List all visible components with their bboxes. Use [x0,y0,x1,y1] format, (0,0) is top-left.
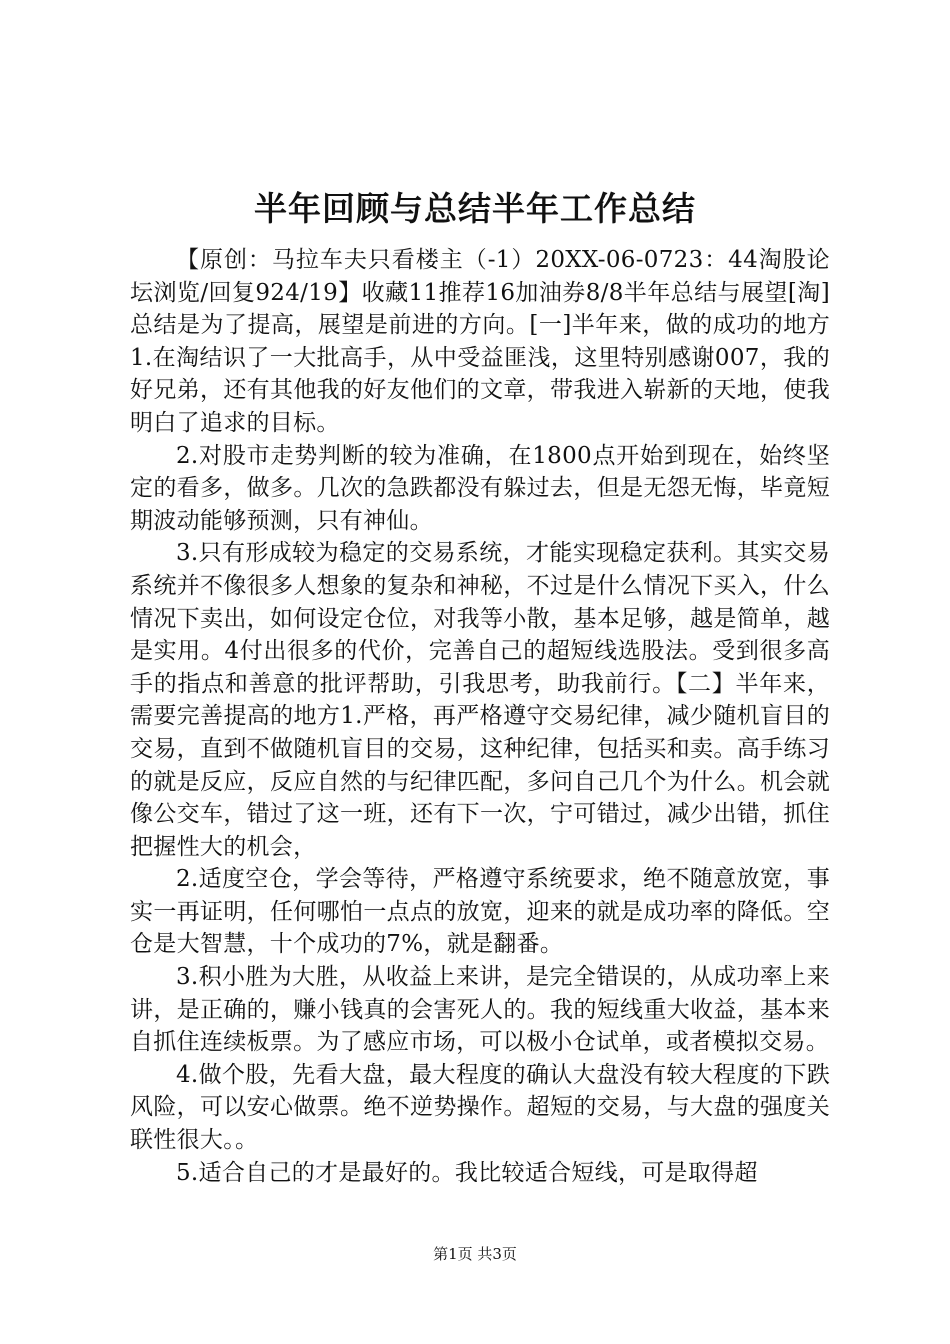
page-footer: 第1页 共3页 [433,1245,517,1263]
paragraph-6: 4.做个股，先看大盘，最大程度的确认大盘没有较大程度的下跌风险，可以安心做票。绝不逆势操作。超短的交易，与大盘的强度关联性很大。。 [130,1061,830,1154]
paragraph-7: 5.适合自己的才是最好的。我比较适合短线，可是取得超 [176,1159,758,1186]
paragraph-1: 【原创：马拉车夫只看楼主（-1）20XX-06-0723：44淘股论坛浏览/回复924/19】收藏11推荐16加油券8/8半年总结与展望[淘]总结是为了提高，展望是前进的方向。[一]半年来，做的成功的地方1.在淘结识了一大批高手，从中受益匪浅，这里特别感谢007，我的好兄弟，还有其他我的好友他们的文章，带我进入崭新的天地，使我明白了追求的目标。 [130,247,830,436]
document-body [130,244,830,1189]
paragraph-5: 3.积小胜为大胜，从收益上来讲，是完全错误的，从成功率上来讲，是正确的，赚小钱真的会害死人的。我的短线重大收益，基本来自抓住连续板票。为了感应市场，可以极小仓试单，或者模拟交易。 [130,964,830,1056]
paragraph-3: 3.只有形成较为稳定的交易系统，才能实现稳定获利。其实交易系统并不像很多人想象的复杂和神秘，不过是什么情况下买入，什么情况下卖出，如何设定仓位，对我等小散，基本足够，越是简单，越是实用。4付出很多的代价，完善自己的超短线选股法。受到很多高手的指点和善意的批评帮助，引我思考，助我前行。【二】半年来，需要完善提高的地方1.严格，再严格遵守交易纪律，减少随机盲目的交易，直到不做随机盲目的交易，这种纪律，包括买和卖。高手练习的就是反应，反应自然的与纪律匹配，多问自己几个为什么。机会就像公交车，错过了这一班，还有下一次，宁可错过，减少出错，抓住把握性大的机会， [130,540,830,860]
paragraph-2: 2.对股市走势判断的较为准确，在1800点开始到现在，始终坚定的看多，做多。几次的急跌都没有躲过去，但是无怨无悔，毕竟短期波动能够预测，只有神仙。 [130,442,830,534]
document-title: 半年回顾与总结半年工作总结 [254,189,696,228]
paragraph-4: 2.适度空仓，学会等待，严格遵守系统要求，绝不随意放宽，事实一再证明，任何哪怕一点点的放宽，迎来的就是成功率的降低。空仓是大智慧，十个成功的7%，就是翻番。 [130,866,830,958]
